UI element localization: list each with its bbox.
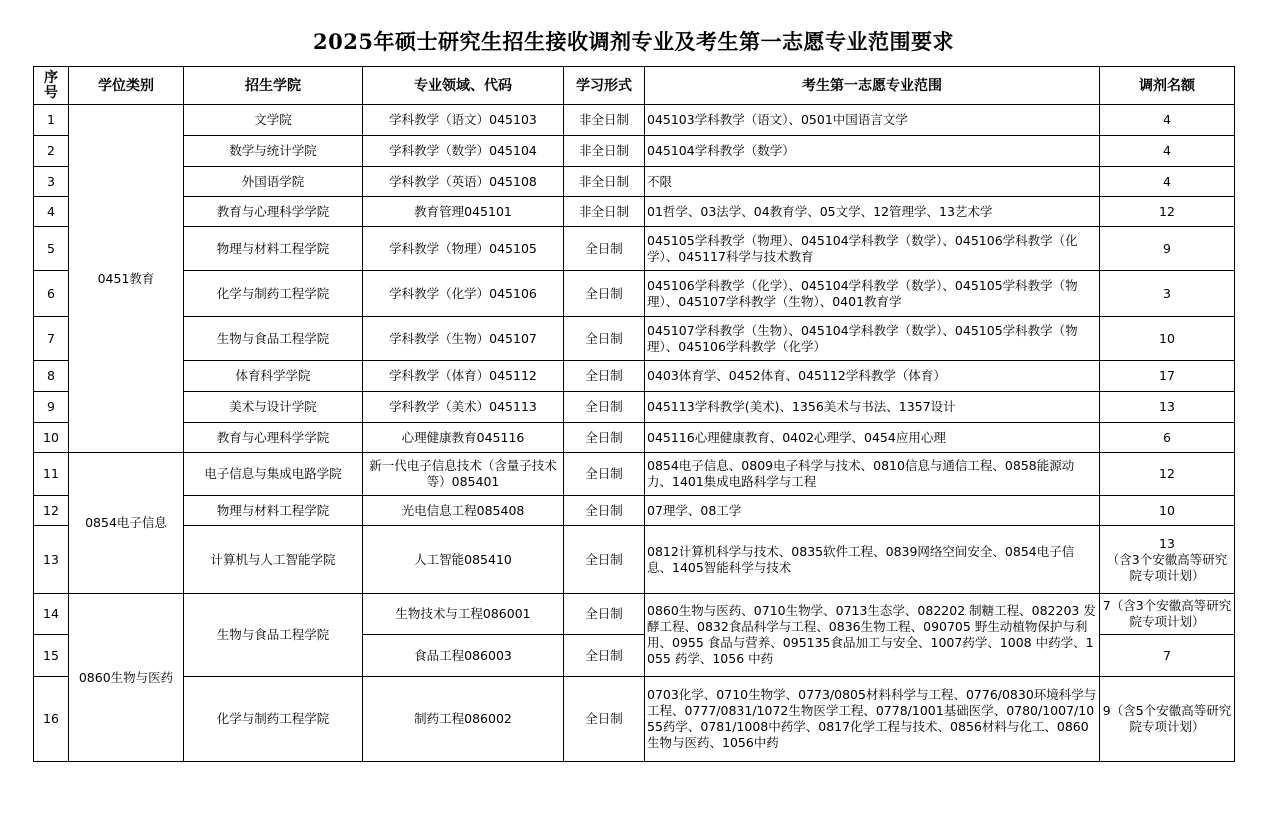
row-quota: 9（含5个安徽高等研究院专项计划） [1100, 677, 1235, 762]
table-row [34, 227, 1235, 271]
row-scope: 0812计算机科学与技术、0835软件工程、0839网络空间安全、0854电子信息、1405智能科学与技术 [645, 526, 1100, 594]
row-college: 计算机与人工智能学院 [184, 526, 363, 594]
degree-group-education: 0451教育 [69, 105, 184, 453]
row-quota: 9 [1100, 227, 1235, 271]
header-seq: 序号 [34, 67, 69, 105]
header-scope: 考生第一志愿专业范围 [645, 67, 1100, 105]
row-no: 3 [34, 167, 69, 197]
row-quota: 3 [1100, 271, 1235, 317]
table-row [34, 361, 1235, 392]
row-no: 12 [34, 496, 69, 526]
row-major: 光电信息工程085408 [363, 496, 564, 526]
row-quota: 12 [1100, 197, 1235, 227]
row-scope: 不限 [645, 167, 1100, 197]
row-major: 教育管理045101 [363, 197, 564, 227]
header-major: 专业领域、代码 [363, 67, 564, 105]
table-row [34, 594, 1235, 635]
row-major: 学科教学（数学）045104 [363, 136, 564, 167]
row-major: 学科教学（物理）045105 [363, 227, 564, 271]
row-major: 生物技术与工程086001 [363, 594, 564, 635]
table-row [34, 167, 1235, 197]
row-scope: 0860生物与医药、0710生物学、0713生态学、082202 制糖工程、082203 发酵工程、0832食品科学与工程、0836生物工程、090705 野生动植物保护与利用、0955 食品与营养、095135食品加工与安全、1007药学、1008 中药学、1055 药学、1056 中药 [645, 594, 1100, 677]
table-row [34, 271, 1235, 317]
row-quota-note: （含3个安徽高等研究院专项计划） [1106, 551, 1228, 583]
row-no: 4 [34, 197, 69, 227]
row-major: 学科教学（语文）045103 [363, 105, 564, 136]
row-no: 6 [34, 271, 69, 317]
table-row [34, 105, 1235, 136]
row-mode: 全日制 [564, 227, 645, 271]
row-no: 11 [34, 453, 69, 496]
row-major: 学科教学（化学）045106 [363, 271, 564, 317]
row-quota: 13 [1159, 535, 1175, 551]
row-major: 食品工程086003 [363, 635, 564, 677]
row-scope: 01哲学、03法学、04教育学、05文学、12管理学、13艺术学 [645, 197, 1100, 227]
table-row [34, 317, 1235, 361]
row-scope: 07理学、08工学 [645, 496, 1100, 526]
degree-group-electronic: 0854电子信息 [69, 453, 184, 594]
header-college: 招生学院 [184, 67, 363, 105]
row-quota: 12 [1100, 453, 1235, 496]
row-major: 制药工程086002 [363, 677, 564, 762]
table-row [34, 423, 1235, 453]
row-mode: 全日制 [564, 635, 645, 677]
table-row [34, 677, 1235, 762]
row-college: 外国语学院 [184, 167, 363, 197]
row-quota: 13 [1100, 392, 1235, 423]
row-scope: 0703化学、0710生物学、0773/0805材料科学与工程、0776/0830环境科学与工程、0777/0831/1072生物医学工程、0778/1001基础医学、0780/1007/1055药学、0781/1008中药学、0817化学工程与技术、0856材料与化工、0860生物与医药、1056中药 [645, 677, 1100, 762]
row-no: 13 [34, 526, 69, 594]
row-no: 1 [34, 105, 69, 136]
table-row [34, 197, 1235, 227]
row-college: 生物与食品工程学院 [184, 317, 363, 361]
row-major: 学科教学（英语）045108 [363, 167, 564, 197]
row-mode: 非全日制 [564, 197, 645, 227]
row-scope: 045113学科教学(美术)、1356美术与书法、1357设计 [645, 392, 1100, 423]
table-row [34, 496, 1235, 526]
row-college: 化学与制药工程学院 [184, 271, 363, 317]
row-college: 体育科学学院 [184, 361, 363, 392]
row-major: 心理健康教育045116 [363, 423, 564, 453]
row-mode: 全日制 [564, 317, 645, 361]
row-college: 教育与心理科学学院 [184, 197, 363, 227]
row-no: 15 [34, 635, 69, 677]
table-row [34, 392, 1235, 423]
row-college: 美术与设计学院 [184, 392, 363, 423]
degree-group-biomed: 0860生物与医药 [69, 594, 184, 762]
row-major: 学科教学（生物）045107 [363, 317, 564, 361]
row-mode: 非全日制 [564, 105, 645, 136]
row-college: 文学院 [184, 105, 363, 136]
row-no: 2 [34, 136, 69, 167]
table-row [34, 453, 1235, 496]
page-title: 2025年硕士研究生招生接收调剂专业及考生第一志愿专业范围要求 [313, 29, 954, 54]
row-mode: 全日制 [564, 423, 645, 453]
row-college: 物理与材料工程学院 [184, 496, 363, 526]
row-mode: 全日制 [564, 361, 645, 392]
row-mode: 非全日制 [564, 136, 645, 167]
row-quota: 10 [1100, 496, 1235, 526]
row-major: 学科教学（美术）045113 [363, 392, 564, 423]
row-mode: 全日制 [564, 594, 645, 635]
table-row [34, 136, 1235, 167]
row-quota: 10 [1100, 317, 1235, 361]
row-quota: 4 [1100, 136, 1235, 167]
header-mode: 学习形式 [564, 67, 645, 105]
row-scope: 045103学科教学（语文）、0501中国语言文学 [645, 105, 1100, 136]
row-mode: 全日制 [564, 271, 645, 317]
row-major: 学科教学（体育）045112 [363, 361, 564, 392]
row-no: 16 [34, 677, 69, 762]
row-major: 人工智能085410 [363, 526, 564, 594]
row-no: 8 [34, 361, 69, 392]
row-quota: 17 [1100, 361, 1235, 392]
row-scope: 045107学科教学（生物）、045104学科教学（数学）、045105学科教学（物理）、045106学科教学（化学） [645, 317, 1100, 361]
row-no: 7 [34, 317, 69, 361]
row-major: 新一代电子信息技术（含量子技术等）085401 [363, 453, 564, 496]
row-quota: 7 [1100, 635, 1235, 677]
row-college: 教育与心理科学学院 [184, 423, 363, 453]
header-quota: 调剂名额 [1100, 67, 1235, 105]
row-quota: 4 [1100, 105, 1235, 136]
row-mode: 非全日制 [564, 167, 645, 197]
adjustment-table [33, 66, 1235, 762]
row-no: 9 [34, 392, 69, 423]
row-college: 电子信息与集成电路学院 [184, 453, 363, 496]
table-header-row [34, 67, 1235, 105]
row-scope: 0854电子信息、0809电子科学与技术、0810信息与通信工程、0858能源动力、1401集成电路科学与工程 [645, 453, 1100, 496]
row-no: 10 [34, 423, 69, 453]
row-college: 物理与材料工程学院 [184, 227, 363, 271]
row-college: 生物与食品工程学院 [184, 594, 363, 677]
row-mode: 全日制 [564, 526, 645, 594]
row-mode: 全日制 [564, 677, 645, 762]
row-mode: 全日制 [564, 392, 645, 423]
row-scope: 045104学科教学（数学） [645, 136, 1100, 167]
row-scope: 045106学科教学（化学）、045104学科教学（数学）、045105学科教学（物理）、045107学科教学（生物）、0401教育学 [645, 271, 1100, 317]
header-degree: 学位类别 [69, 67, 184, 105]
row-no: 14 [34, 594, 69, 635]
row-college: 化学与制药工程学院 [184, 677, 363, 762]
row-college: 数学与统计学院 [184, 136, 363, 167]
table-row [34, 526, 1235, 594]
row-scope: 0403体育学、0452体育、045112学科教学（体育） [645, 361, 1100, 392]
row-scope: 045116心理健康教育、0402心理学、0454应用心理 [645, 423, 1100, 453]
row-mode: 全日制 [564, 496, 645, 526]
row-mode: 全日制 [564, 453, 645, 496]
row-quota: 7（含3个安徽高等研究院专项计划） [1100, 594, 1235, 635]
row-quota: 4 [1100, 167, 1235, 197]
row-scope: 045105学科教学（物理）、045104学科教学（数学）、045106学科教学（化学）、045117科学与技术教育 [645, 227, 1100, 271]
row-no: 5 [34, 227, 69, 271]
row-quota-cell [1100, 526, 1235, 594]
row-quota: 6 [1100, 423, 1235, 453]
